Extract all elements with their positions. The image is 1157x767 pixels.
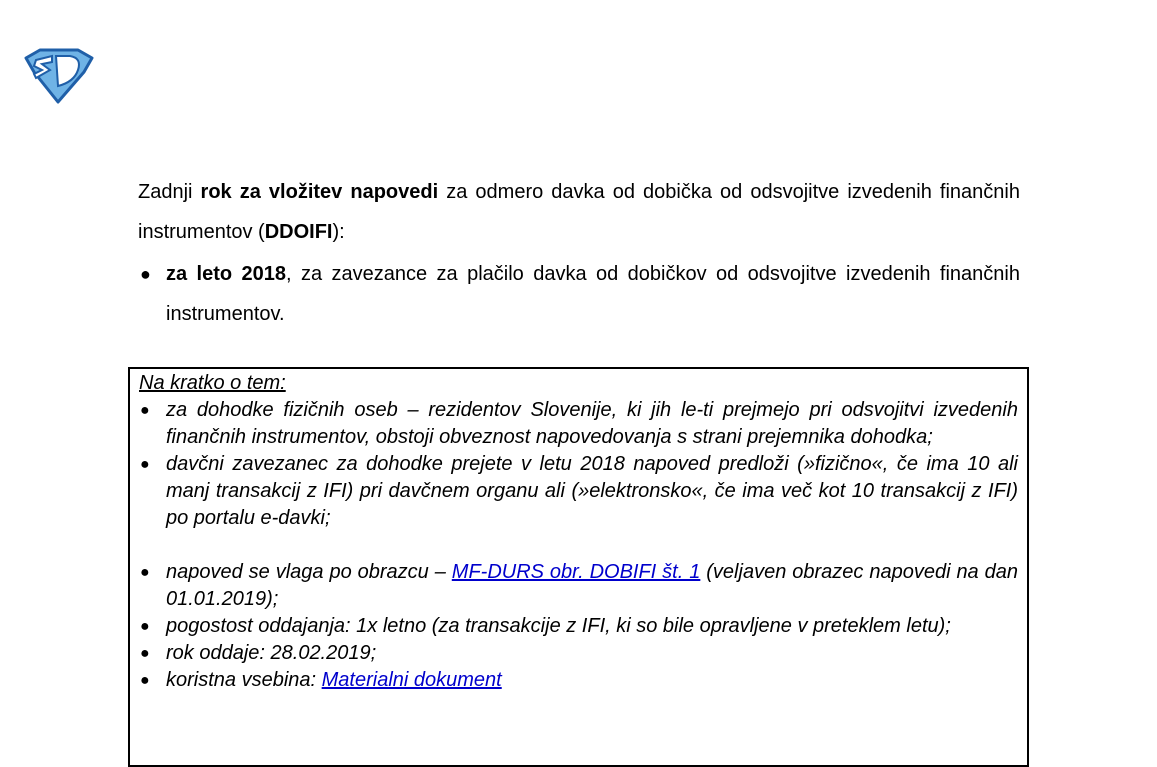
summary-box-title: Na kratko o tem: [139,372,286,394]
summary-list [139,397,1018,694]
list-item [139,613,1018,640]
summary-box [128,367,1029,767]
bullet-icon: ● [140,618,150,635]
bullet-icon: ● [140,456,150,473]
list-item [139,667,1018,694]
bullet-icon: ● [140,264,151,284]
list-item-text: za dohodke fizičnih oseb – rezidentov Slovenije, ki jih le-ti prejmejo pri odsvojitvi izvedenih finančnih instrumentov, obstoji obveznost napovedovanja s strani prejemnika dohodka; [166,399,1018,448]
bullet-icon: ● [140,672,150,689]
bullet-icon: ● [140,564,150,581]
bullet-icon: ● [140,645,150,662]
list-item-text: napoved se vlaga po obrazcu – [166,561,452,583]
intro-text: za odmero davka od dobička od odsvojitve izvedenih finančnih instrumentov ( [138,181,1020,243]
form-link[interactable]: MF-DURS obr. DOBIFI št. 1 [451,561,701,583]
intro-paragraph [138,172,1020,252]
bullet-icon: ● [140,402,150,419]
intro-bold-acronym: DDOIFI [264,221,333,243]
material-document-link[interactable]: Materialni dokument [321,669,502,691]
bullet-year-bold: za leto 2018 [166,263,287,285]
list-item-text: (veljaven obrazec napovedi na dan 01.01.2019); [166,561,1018,610]
logo-shield-icon [22,48,96,104]
list-item [139,640,1018,667]
list-item-text: rok oddaje: 28.02.2019; [166,642,377,664]
company-logo [22,48,96,104]
intro-bold-deadline: rok za vložitev napovedi [200,181,439,203]
intro-text: Zadnji [138,181,201,203]
list-item [139,559,1018,613]
year-bullet [138,254,1020,334]
list-item [139,397,1018,451]
intro-text: ): [332,221,345,243]
list-item-text: koristna vsebina: [166,669,322,691]
list-item-text: pogostost oddajanja: 1x letno (za transakcije z IFI, ki so bile opravljene v preteklem letu); [166,615,951,637]
list-item [139,451,1018,532]
list-item-text: davčni zavezanec za dohodke prejete v letu 2018 napoved predloži (»fizično«, če ima 10 ali manj transakcij z IFI) pri davčnem organu ali (»elektronsko«, če ima več kot 10 transakcij z IFI) po portalu e-davki; [166,453,1018,529]
bullet-text: , za zavezance za plačilo davka od dobičkov od odsvojitve izvedenih finančnih instrumentov. [166,263,1020,325]
